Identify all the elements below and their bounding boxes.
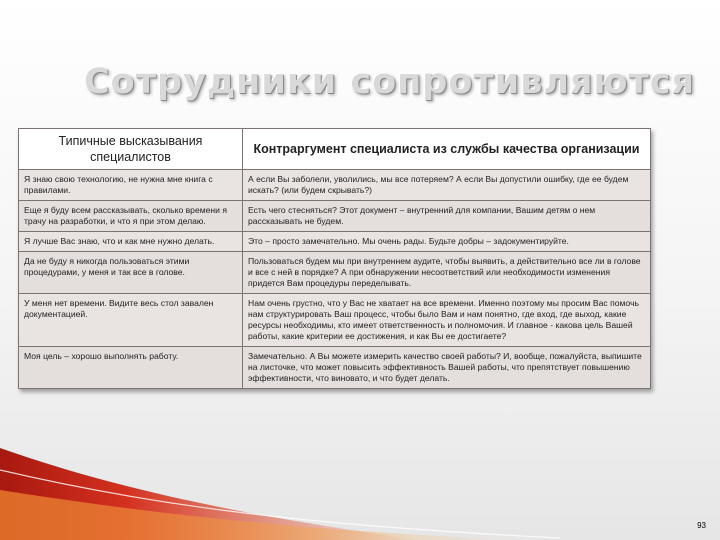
header-statements: Типичные высказывания специалистов — [19, 129, 243, 170]
statement-cell: Я знаю свою технологию, не нужна мне книга с правилами. — [19, 170, 243, 201]
table-row — [19, 201, 651, 232]
statement-cell: Я лучше Вас знаю, что и как мне нужно делать. — [19, 232, 243, 252]
statement-cell: У меня нет времени. Видите весь стол завален документацией. — [19, 294, 243, 347]
counter-cell: А если Вы заболели, уволились, мы все потеряем? А если Вы допустили ошибку, где ее будем искать? (или будем скрывать?) — [243, 170, 651, 201]
table-row — [19, 232, 651, 252]
counter-cell: Пользоваться будем мы при внутреннем аудите, чтобы выявить, а действительно все ли в голове и все с ней в порядке? А при обнаружении несоответствий или необходимости изменения придется Вам процедуры переделывать. — [243, 252, 651, 294]
counter-cell: Есть чего стесняться? Этот документ – внутренний для компании, Вашим детям о нем рассказывать не будем. — [243, 201, 651, 232]
statement-cell: Еще я буду всем рассказывать, сколько времени я трачу на разработки, и что я при этом делаю. — [19, 201, 243, 232]
table-row — [19, 252, 651, 294]
table-header-row — [19, 129, 651, 170]
counter-cell: Замечательно. А Вы можете измерить качество своей работы? И, вообще, пожалуйста, выпишите на листочке, что может повысить эффективность Вашей работы, что препятствует повышению эффективности, что виновато, и что будет делать. — [243, 347, 651, 389]
decorative-swoosh — [0, 440, 720, 540]
counter-cell: Это – просто замечательно. Мы очень рады. Будьте добры – задокументируйте. — [243, 232, 651, 252]
comparison-table — [18, 128, 651, 389]
table-row — [19, 347, 651, 389]
page-number: 93 — [697, 521, 706, 530]
table-row — [19, 294, 651, 347]
statement-cell: Моя цель – хорошо выполнять работу. — [19, 347, 243, 389]
statement-cell: Да не буду я никогда пользоваться этими процедурами, у меня и так все в голове. — [19, 252, 243, 294]
table-row — [19, 170, 651, 201]
header-counterarguments: Контраргумент специалиста из службы качества организации — [243, 129, 651, 170]
slide-title: Сотрудники сопротивляются — [84, 62, 695, 102]
counter-cell: Нам очень грустно, что у Вас не хватает на все времени. Именно поэтому мы просим Вас помочь нам структурировать Ваш процесс, чтобы было Вам и нам понятно, где вход, где выход, какие ресурсы необходимы, кто имеет ответственность и полномочия. И главное - какова цель Вашей работы, какие критерии ее достижения, и как Вы ее достигаете? — [243, 294, 651, 347]
